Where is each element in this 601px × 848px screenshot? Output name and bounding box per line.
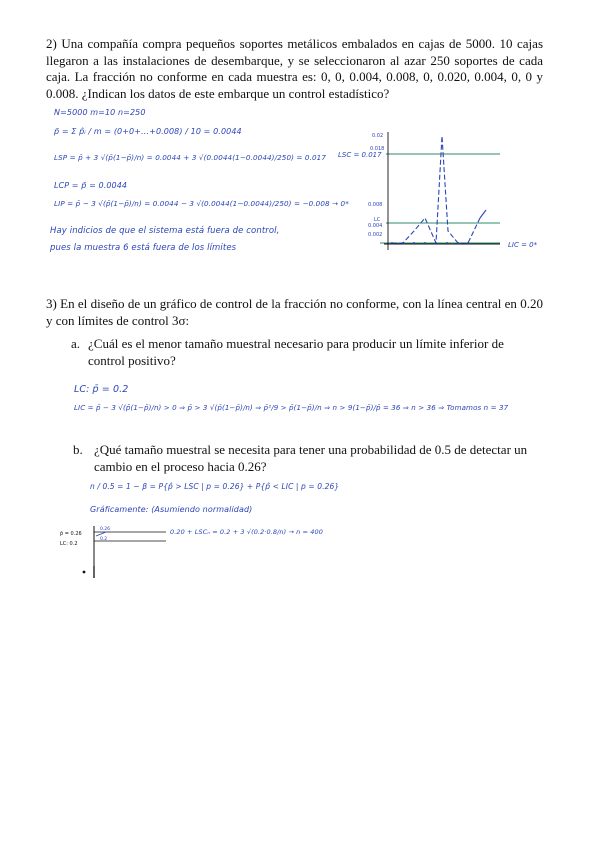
chart-tick-top: 0.02 [372,133,384,139]
part-b-probability: n / 0.5 = 1 − β = P{p̂ > LSC | p = 0.26} + P{p̂ < LIC | p = 0.26} [90,482,340,491]
chart-tick-3: 0.008 [368,202,383,208]
problem-2-center-line: LCP = p̄ = 0.0044 [54,181,128,190]
chart-lsc-label: LSC = 0.017 [338,151,382,159]
part-a-center-line: LC: p̄ = 0.2 [74,384,129,395]
sketch-val-a: 0.26 [100,527,111,532]
chart-tick-4: 0.004 [368,223,383,229]
chart-lc-label: LC [374,217,381,223]
part-b-result: 0.20 + LSCₙ = 0.2 + 3 √(0.2·0.8/n) → n = 400 [170,528,323,536]
problem-2-lower-limit: LIP = p̄ − 3 √(p̄(1−p̄)/n) = 0.0044 − 3 √(0.0044(1−0.0044)/250) = −0.008 → 0* [54,199,349,208]
sketch-p-label: p̄ = 0.26 [60,531,82,537]
sketch-curve [96,532,106,536]
problem-3-intro: 3) En el diseño de un gráfico de control de la fracción no conforme, con la línea central en 0.20 y con límites de control 3σ: [46,296,543,328]
part-b-question: ¿Qué tamaño muestral se necesita para tener una probabilidad de 0.5 de detectar un cambio en el proceso hacia 0.26? [94,442,528,474]
problem-2-conclusion-2: pues la muestra 6 está fuera de los límites [50,243,237,253]
problem-2-control-chart [340,124,570,254]
chart-tail-stroke [480,210,486,218]
problem-2-statement: 2) Una compañía compra pequeños soportes metálicos embalados en cajas de 5000. 10 cajas llegaron a las instalaciones de desembarque, y se seleccionaron al azar 250 soportes de cada caja. La fracción no conforme en cada muestra es: 0, 0, 0.004, 0.008, 0, 0.020, 0.004, 0, 0 y 0.008. ¿Indican los datos de este embarque un control estadístico? [46,36,543,101]
part-a-question: ¿Cuál es el menor tamaño muestral necesario para producir un límite inferior de control positivo? [88,336,504,368]
problem-2-mean-p: p̄ = Σ p̂ᵢ / m = (0+0+…+0.008) / 10 = 0.0044 [54,127,242,136]
part-b-label: b. [73,442,83,457]
problem-2-given-values: N=5000 m=10 n=250 [54,108,146,117]
chart-sample-line [392,136,480,243]
part-a-lic-derivation: LIC = p̄ − 3 √(p̄(1−p̄)/n) > 0 ⇒ p̄ > 3 √(p̄(1−p̄)/n) ⇒ p̄²/9 > p̄(1−p̄)/n ⇒ n > 9(1−p̄)/p̄ = 36 ⇒ n > 36 ⇒ Tomamos n = 37 [74,403,509,412]
chart-tick-5: 0.002 [368,232,383,238]
sketch-lc-label: LC: 0.2 [60,541,78,547]
part-a-label: a. [71,336,81,351]
sketch-val-b: 0.2 [100,537,108,542]
sketch-dot [83,571,86,574]
chart-tick-2: 0.018 [370,146,385,152]
chart-lic-label: LIC = 0* [508,241,538,249]
problem-2-conclusion-1: Hay indicios de que el sistema está fuera de control, [50,226,280,236]
problem-2-upper-limit: LSP = p̄ + 3 √(p̄(1−p̄)/n) = 0.0044 + 3 √(0.0044(1−0.0044)/250) = 0.017 [54,153,326,162]
part-b-sketch [56,522,176,582]
part-b-graphical-note: Gráficamente: (Asumiendo normalidad) [90,505,253,514]
